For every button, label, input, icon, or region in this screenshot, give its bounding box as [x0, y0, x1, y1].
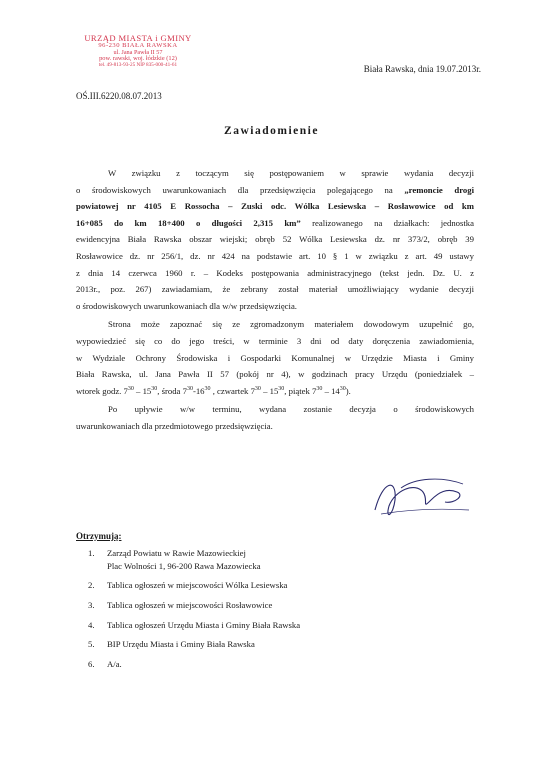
p1-line	[76, 182, 474, 199]
hours-text: – 15	[260, 385, 279, 396]
hours-text: wtorek godz. 7	[76, 385, 128, 396]
office-stamp	[64, 34, 212, 69]
hours-text: -16	[192, 385, 205, 396]
hours-text: , środa 7	[157, 385, 187, 396]
p1-line: 2013r., poz. 267) zawiadamiam, że zebrany został materiał umożliwiający wydanie decyzji	[76, 284, 474, 295]
stamp-line-2: 96-230 BIAŁA RAWSKA	[98, 42, 178, 50]
recipients-list	[76, 547, 456, 678]
hours-sup: 30	[316, 385, 323, 392]
item-text: Tablica ogłoszeń w miejscowości Wólka Lesiewska	[107, 580, 288, 591]
p1-line: o środowiskowych uwarunkowaniach dla w/w przedsięwzięcia.	[76, 300, 297, 311]
recipients-heading: Otrzymują:	[76, 531, 122, 541]
hours-sup: 30	[278, 385, 285, 392]
hours-text: – 14	[322, 385, 340, 396]
hours-sup: 30	[186, 385, 193, 392]
hours-text: – 15	[133, 385, 152, 396]
p1-line: ewidencyjna Biała Rawska obszar wiejski; obręb 52 Wólka Lesiewska dz. nr 373/2, obręb 39	[76, 234, 474, 245]
list-item	[76, 638, 456, 651]
p3-line: Po upływie w/w terminu, wydana zostanie decyzja o środowiskowych	[108, 404, 474, 415]
p3-line: uwarunkowaniach dla przedmiotowego przedsięwzięcia.	[76, 420, 273, 431]
list-item	[76, 547, 456, 572]
list-item	[76, 619, 456, 632]
item-text: BIP Urzędu Miasta i Gminy Biała Rawska	[107, 639, 255, 650]
p1-line	[76, 198, 474, 215]
item-text: Tablica ogłoszeń w miejscowości Rosławowice	[107, 599, 273, 610]
list-item	[76, 599, 456, 612]
item-number: 1.	[88, 548, 95, 558]
hours-sup: 30	[204, 385, 211, 392]
document-title: Zawiadomienie	[224, 125, 319, 137]
paragraph-2	[76, 316, 474, 399]
signature-stamp	[355, 484, 465, 514]
hours-text: ).	[345, 385, 351, 396]
hours-sup: 30	[127, 385, 134, 392]
stamp-line-5: tel. 49-813-93-25 NIP 835-000-41-61	[98, 62, 178, 69]
item-text: Tablica ogłoszeń Urzędu Miasta i Gminy Biała Rawska	[107, 619, 301, 630]
item-number: 3.	[88, 599, 95, 610]
p2-line: w Wydziale Ochrony Środowiska i Gospodarki Komunalnej w Urzędzie Miasta i Gminy	[76, 352, 474, 363]
p1-bold-tail: ”	[296, 217, 301, 228]
office-hours-line	[76, 383, 474, 400]
paragraph-3	[76, 401, 474, 434]
p1-line: W związku z toczącym się postępowaniem w sprawie wydania decyzji	[108, 168, 474, 178]
stamp-line-1: URZĄD MIASTA i GMINY	[84, 33, 192, 43]
hours-sup: 30	[151, 385, 158, 392]
item-number: 2.	[88, 580, 95, 591]
p1-text: realizowanego na działkach: jednostka	[312, 217, 474, 228]
p1-bold-line: powiatowej nr 4105 E Rossocha – Zuski odc. Wólka Lesiewska – Rosławowice od km	[76, 201, 474, 212]
hours-sup: 30	[254, 385, 261, 392]
p1-line	[76, 215, 474, 232]
reference-number: OŚ.III.6220.08.07.2013	[76, 91, 162, 101]
p2-line: Biała Rawska, ul. Jana Pawła II 57 (pokój nr 4), w godzinach pracy Urzędu (poniedziałek –	[76, 369, 474, 380]
item-number: 6.	[88, 658, 95, 669]
item-text: A/a.	[107, 658, 122, 669]
list-item	[76, 658, 456, 671]
list-item	[76, 579, 456, 592]
item-number: 4.	[88, 619, 95, 630]
p1-line: Rosławowice dz. nr 256/1, dz. nr 424 na podstawie art. 10 § 1 w związku z art. 49 ustawy	[76, 250, 474, 261]
p1-line: z dnia 14 czerwca 1960 r. – Kodeks postępowania administracyjnego (tekst jedn. Dz. U. z	[76, 267, 474, 278]
hours-text: , piątek 7	[284, 385, 317, 396]
stamp-line-3: ul. Jana Pawła II 57	[113, 48, 163, 56]
stamp-line-4: pow. rawski, woj. łódzkie (12)	[99, 55, 177, 63]
item-text: Zarząd Powiatu w Rawie Mazowieckiej	[107, 548, 246, 558]
date-line: Biała Rawska, dnia 19.07.2013r.	[363, 64, 481, 74]
p1-bold-start: „remoncie drogi	[404, 184, 475, 195]
item-subtext: Plac Wolności 1, 96-200 Rawa Mazowiecka	[107, 560, 261, 571]
paragraph-1	[76, 165, 474, 314]
item-number: 5.	[88, 639, 95, 650]
p2-line: Strona może zapoznać się ze zgromadzonym materiałem dowodowym uzupełnić go,	[108, 319, 474, 330]
p1-text: o środowiskowych uwarunkowaniach dla przedsięwzięcia polegającego na	[76, 184, 393, 195]
hours-sup: 30	[339, 385, 346, 392]
p2-line: wypowiedzieć się co do jego treści, w terminie 3 dni od daty doręczenia zawiadomienia,	[76, 335, 474, 346]
hours-text: , czwartek 7	[210, 385, 255, 396]
p1-bold-line: 16+085 do km 18+400 o długości 2,315 km	[76, 217, 297, 228]
letter-body	[76, 165, 474, 435]
